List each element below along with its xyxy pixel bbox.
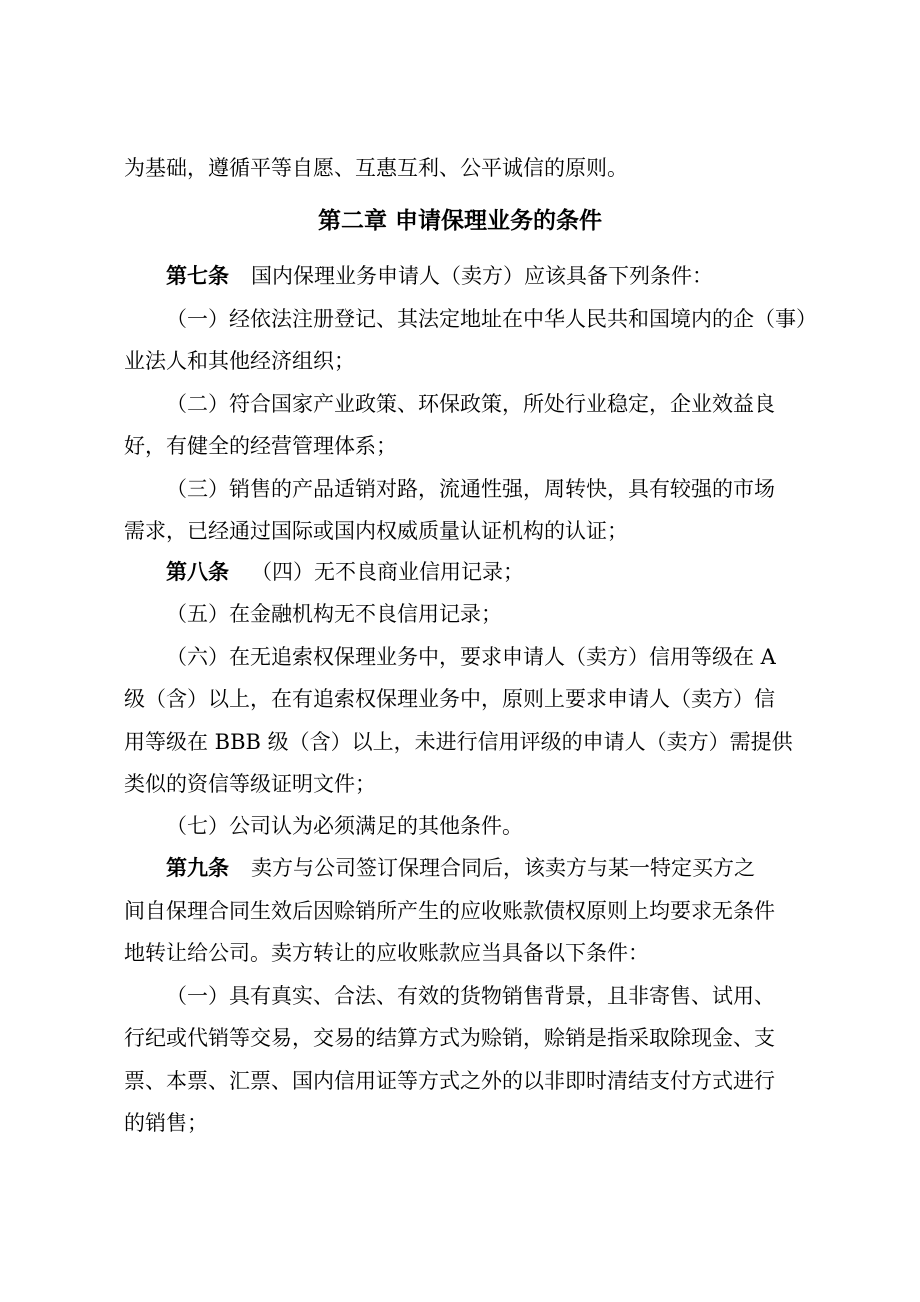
text-line: 需求，已经通过国际或国内权威质量认证机构的认证； [124,519,628,543]
text-line: 地转让给公司。卖方转让的应收账款应当具备以下条件： [124,941,649,965]
text-line: （五）在金融机构无不良信用记录； [166,602,502,626]
text-line: 票、本票、汇票、国内信用证等方式之外的以非即时清结支付方式进行 [124,1069,775,1093]
text-line: 为基础，遵循平等自愿、互惠互利、公平诚信的原则。 [124,156,628,180]
text-line: 类似的资信等级证明文件； [124,772,376,796]
text-line: （一）经依法注册登记、其法定地址在中华人民共和国境内的企（事） [166,307,817,331]
text-line: （一）具有真实、合法、有效的货物销售背景，且非寄售、试用、 [166,984,775,1008]
article-label: 第八条 [166,560,229,584]
text-line: （六）在无追索权保理业务中，要求申请人（卖方）信用等级在 A [166,645,776,669]
text-line: 间自保理合同生效后因赊销所产生的应收账款债权原则上均要求无条件 [124,899,775,923]
article-9-line [166,853,920,883]
text-line: （三）销售的产品适销对路，流通性强，周转快，具有较强的市场 [166,477,775,501]
article-label: 第九条 [166,856,229,880]
article-label: 第七条 [166,264,229,288]
text-line: 卖方与公司签订保理合同后，该卖方与某一特定买方之 [251,856,755,880]
text-line: 好，有健全的经营管理体系； [124,434,397,458]
chapter-title: 第二章 申请保理业务的条件 [317,208,602,234]
text-line: （四）无不良商业信用记录； [251,560,524,584]
text-line: （二）符合国家产业政策、环保政策，所处行业稳定，企业效益良 [166,392,775,416]
text-line: 的销售； [124,1111,208,1135]
article-7-line [166,261,920,291]
text-line: 级（含）以上，在有追索权保理业务中，原则上要求申请人（卖方）信 [124,687,775,711]
text-line: 业法人和其他经济组织； [124,349,355,373]
text-line: 用等级在 BBB 级（含）以上，未进行信用评级的申请人（卖方）需提供 [124,730,793,754]
text-line: 行纪或代销等交易，交易的结算方式为赊销，赊销是指采取除现金、支 [124,1026,775,1050]
article-8-line [166,557,920,587]
text-line: （七）公司认为必须满足的其他条件。 [166,814,523,838]
text-line: 国内保理业务申请人（卖方）应该具备下列条件： [251,264,713,288]
